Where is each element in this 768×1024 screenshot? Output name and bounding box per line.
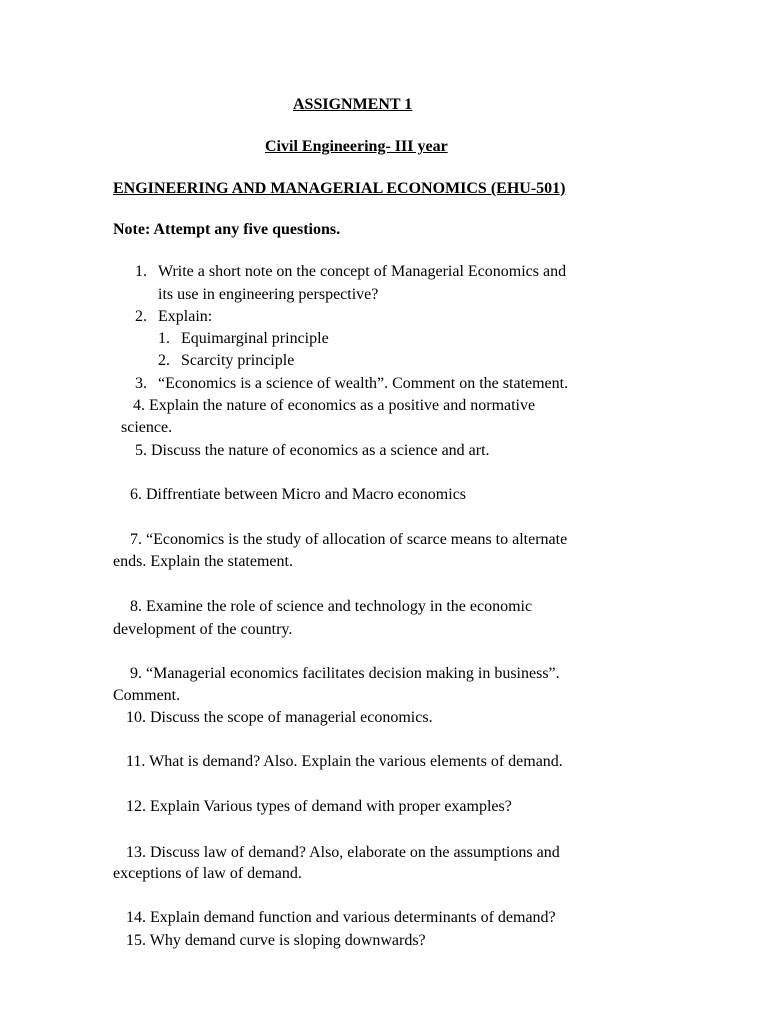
question-11-line-1: 11. What is demand? Also. Explain the various elements of demand. [126, 753, 563, 770]
question-1-line-1: Write a short note on the concept of Managerial Economics and [158, 263, 567, 280]
question-8-line-1: 8. Examine the role of science and technology in the economic [130, 598, 533, 615]
question-13-line-1: 13. Discuss law of demand? Also, elaborate on the assumptions and [126, 844, 560, 861]
question-12-line-1: 12. Explain Various types of demand with proper examples? [126, 798, 512, 815]
instruction-note: Note: Attempt any five questions. [113, 221, 341, 238]
question-1-line-2: its use in engineering perspective? [158, 286, 379, 303]
assignment-title: ASSIGNMENT 1 [293, 96, 413, 113]
question-7-line-1: 7. “Economics is the study of allocation of scarce means to alternate [130, 531, 568, 548]
question-6-line-1: 6. Diffrentiate between Micro and Macro economics [130, 486, 467, 503]
question-2-number: 2. [135, 308, 147, 325]
course-subtitle: Civil Engineering- III year [265, 138, 448, 155]
question-2-sub-1: Equimarginal principle [181, 330, 329, 347]
question-3-line-1: “Economics is a science of wealth”. Comment on the statement. [158, 375, 569, 392]
question-13-line-2: exceptions of law of demand. [113, 865, 302, 882]
course-name: ENGINEERING AND MANAGERIAL ECONOMICS (EHU-501) [113, 180, 566, 197]
question-4-line-1: 4. Explain the nature of economics as a positive and normative [133, 397, 536, 414]
question-3-number: 3. [135, 375, 147, 392]
question-9-line-1: 9. “Managerial economics facilitates decision making in business”. [130, 665, 560, 682]
question-14-line-1: 14. Explain demand function and various determinants of demand? [126, 909, 556, 926]
question-1-number: 1. [135, 263, 147, 280]
question-15-line-1: 15. Why demand curve is sloping downwards? [126, 932, 426, 949]
question-8-line-2: development of the country. [113, 621, 293, 638]
question-2-sub-2: Scarcity principle [181, 352, 295, 369]
question-2-sub-1-number: 1. [158, 330, 170, 347]
question-2-line-1: Explain: [158, 308, 213, 325]
question-9-line-2: Comment. [113, 687, 181, 704]
question-10-line-1: 10. Discuss the scope of managerial economics. [126, 709, 433, 726]
question-5-line-1: 5. Discuss the nature of economics as a science and art. [135, 442, 490, 459]
question-2-sub-2-number: 2. [158, 352, 170, 369]
question-7-line-2: ends. Explain the statement. [113, 553, 293, 570]
question-4-line-2: science. [121, 419, 173, 436]
